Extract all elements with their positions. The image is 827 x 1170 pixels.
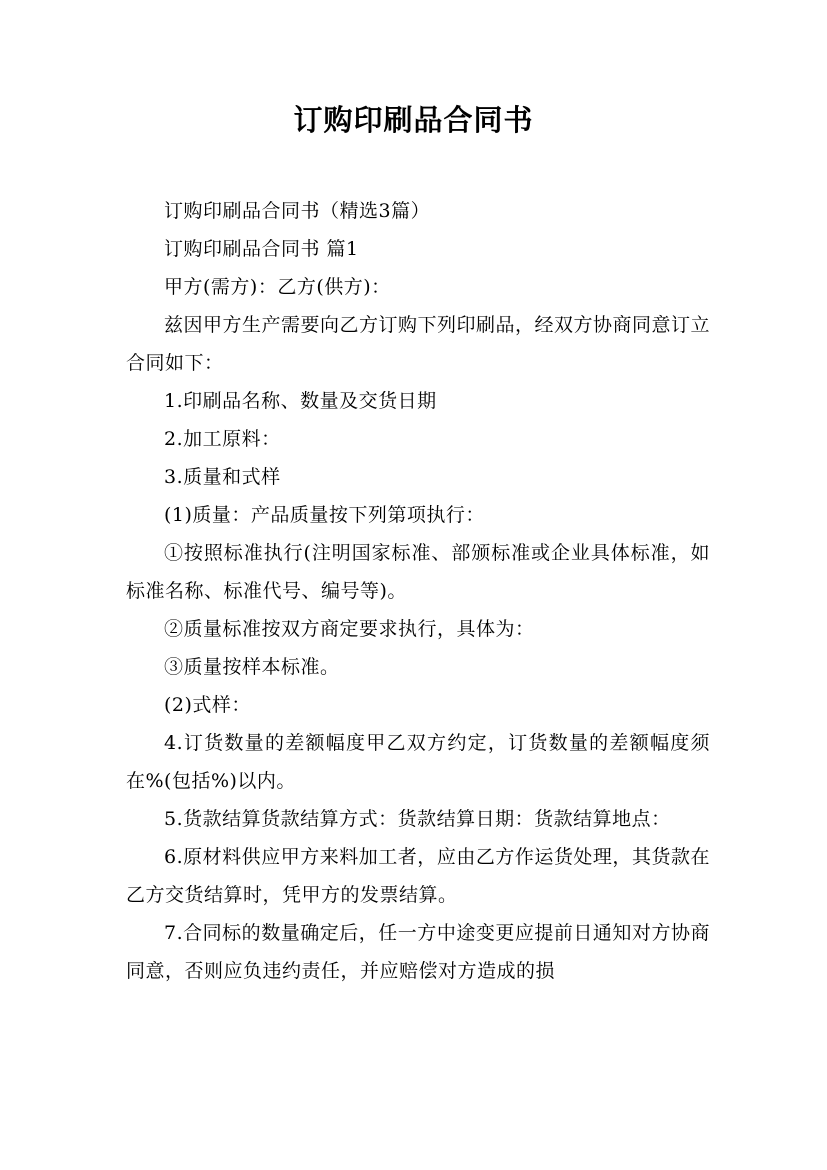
- paragraph: 3.质量和式样: [164, 466, 281, 488]
- paragraph: 7.合同标的数量确定后，任一方中途变更应提前日通知对方协商同意，否则应负违约责任，并应赔偿对方造成的损: [126, 922, 710, 982]
- paragraph: 1.印刷品名称、数量及交货日期: [164, 390, 437, 412]
- paragraph: ②质量标准按双方商定要求执行，具体为：: [164, 618, 535, 640]
- paragraph: 5.货款结算货款结算方式：货款结算日期：货款结算地点：: [164, 808, 671, 830]
- document-title: 订购印刷品合同书: [293, 103, 534, 137]
- paragraph: 2.加工原料：: [164, 428, 281, 450]
- paragraph: (2)式样：: [164, 694, 251, 716]
- paragraph: 甲方(需方)：乙方(供方)：: [164, 276, 391, 298]
- paragraph: (1)质量：产品质量按下列第项执行：: [164, 504, 485, 526]
- paragraph: 订购印刷品合同书（精选3篇）: [164, 200, 431, 222]
- paragraph: 6.原材料供应甲方来料加工者，应由乙方作运货处理，其货款在乙方交货结算时，凭甲方的发票结算。: [126, 846, 710, 906]
- paragraph: 兹因甲方生产需要向乙方订购下列印刷品，经双方协商同意订立合同如下：: [126, 314, 711, 374]
- paragraph: 订购印刷品合同书 篇1: [164, 238, 359, 260]
- paragraph: ③质量按样本标准。: [164, 656, 340, 678]
- paragraph: ①按照标准执行(注明国家标准、部颁标准或企业具体标准，如标准名称、标准代号、编号等)。: [126, 542, 710, 602]
- paragraph: 4.订货数量的差额幅度甲乙双方约定，订货数量的差额幅度须在%(包括%)以内。: [126, 732, 710, 792]
- document-body: [126, 192, 710, 990]
